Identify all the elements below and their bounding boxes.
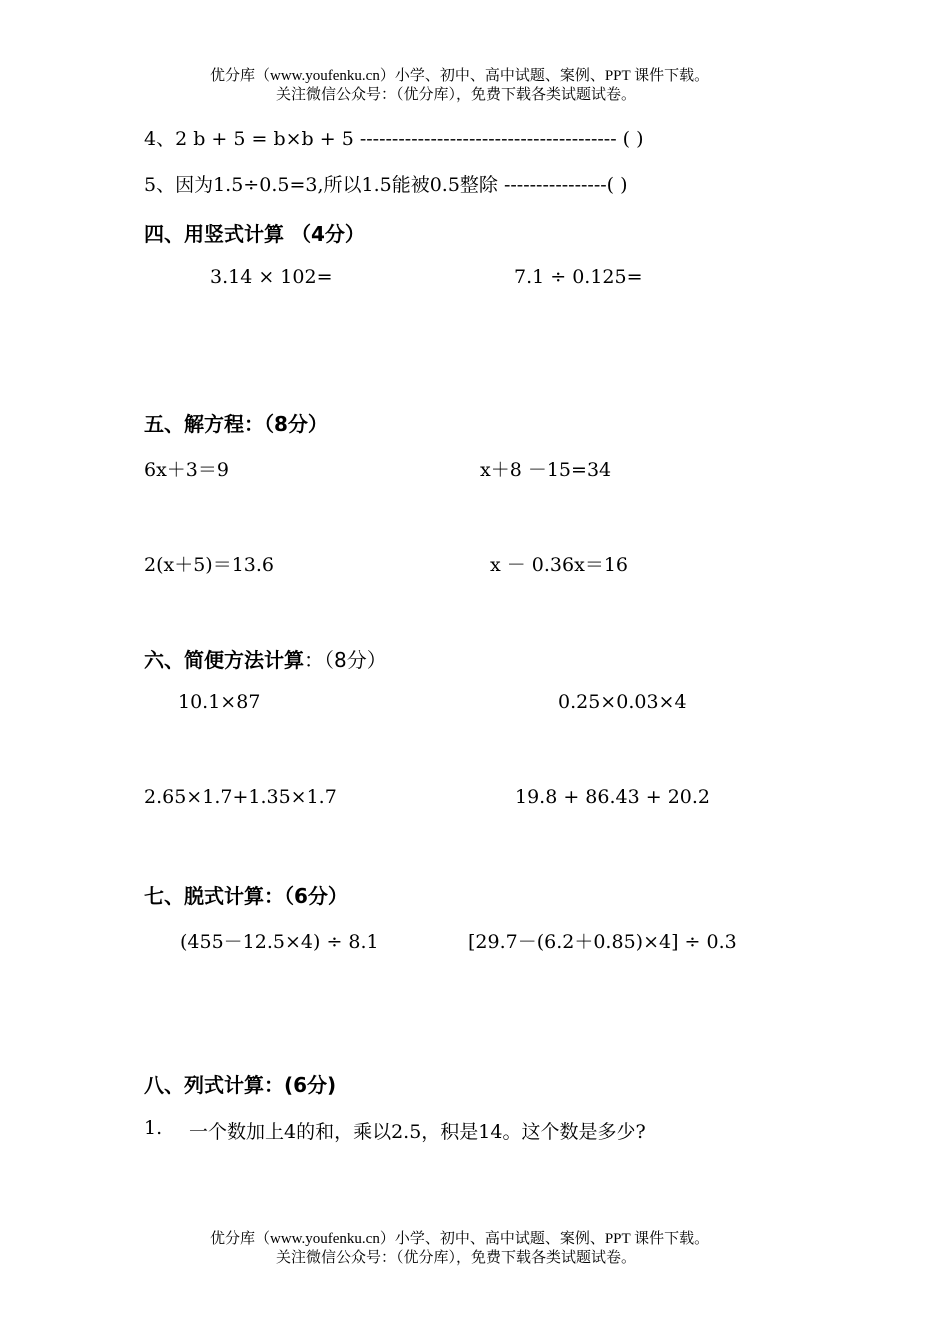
footer-line-2: 关注微信公众号：（优分库），免费下载各类试题试卷。 [276,1250,637,1266]
section-6-problem-1: 10.1×87 [178,691,261,713]
section-5-title: 五、解方程：（8分） [144,412,328,436]
section-7-problem-1: (455－12.5×4) ÷ 8.1 [180,931,379,953]
section-8-question-1-number: 1. [144,1117,163,1139]
section-4-problem-2: 7.1 ÷ 0.125= [514,266,643,288]
section-5-equation-2: x＋8 －15=34 [480,459,612,481]
header-line-2: 关注微信公众号：（优分库），免费下载各类试题试卷。 [276,87,637,103]
section-7-problem-2: [29.7－(6.2＋0.85)×4] ÷ 0.3 [468,931,737,953]
section-5-equation-1: 6x＋3＝9 [144,459,229,481]
section-6-problem-3: 2.65×1.7+1.35×1.7 [144,786,337,808]
section-4-problem-1: 3.14 × 102= [210,266,333,288]
section-4-title: 四、用竖式计算 （4分） [144,222,365,246]
section-6-title-points: ：（8分） [304,648,387,672]
header-line-1: 优分库（www.youfenku.cn）小学、初中、高中试题、案例、PPT 课件下载。 [210,68,710,84]
section-6-title [144,644,387,673]
judge-item-5: 5、因为1.5÷0.5=3,所以1.5能被0.5整除 ----------------( ) [144,174,628,196]
section-8-title: 八、列式计算：(6分) [144,1073,337,1097]
judge-item-4: 4、2 b + 5 = b×b + 5 ---------------------------------------- ( ) [144,128,644,150]
section-6-title-main: 六、简便方法计算 [144,648,304,672]
section-6-problem-2: 0.25×0.03×4 [558,691,687,713]
section-8-question-1-text: 一个数加上4的和，乘以2.5，积是14。这个数是多少? [189,1121,646,1143]
section-7-title: 七、脱式计算：（6分） [144,884,348,908]
footer-line-1: 优分库（www.youfenku.cn）小学、初中、高中试题、案例、PPT 课件下载。 [210,1231,710,1247]
section-5-equation-4: x － 0.36x＝16 [490,554,628,576]
section-5-equation-3: 2(x＋5)＝13.6 [144,554,275,576]
section-6-problem-4: 19.8 + 86.43 + 20.2 [515,786,711,808]
